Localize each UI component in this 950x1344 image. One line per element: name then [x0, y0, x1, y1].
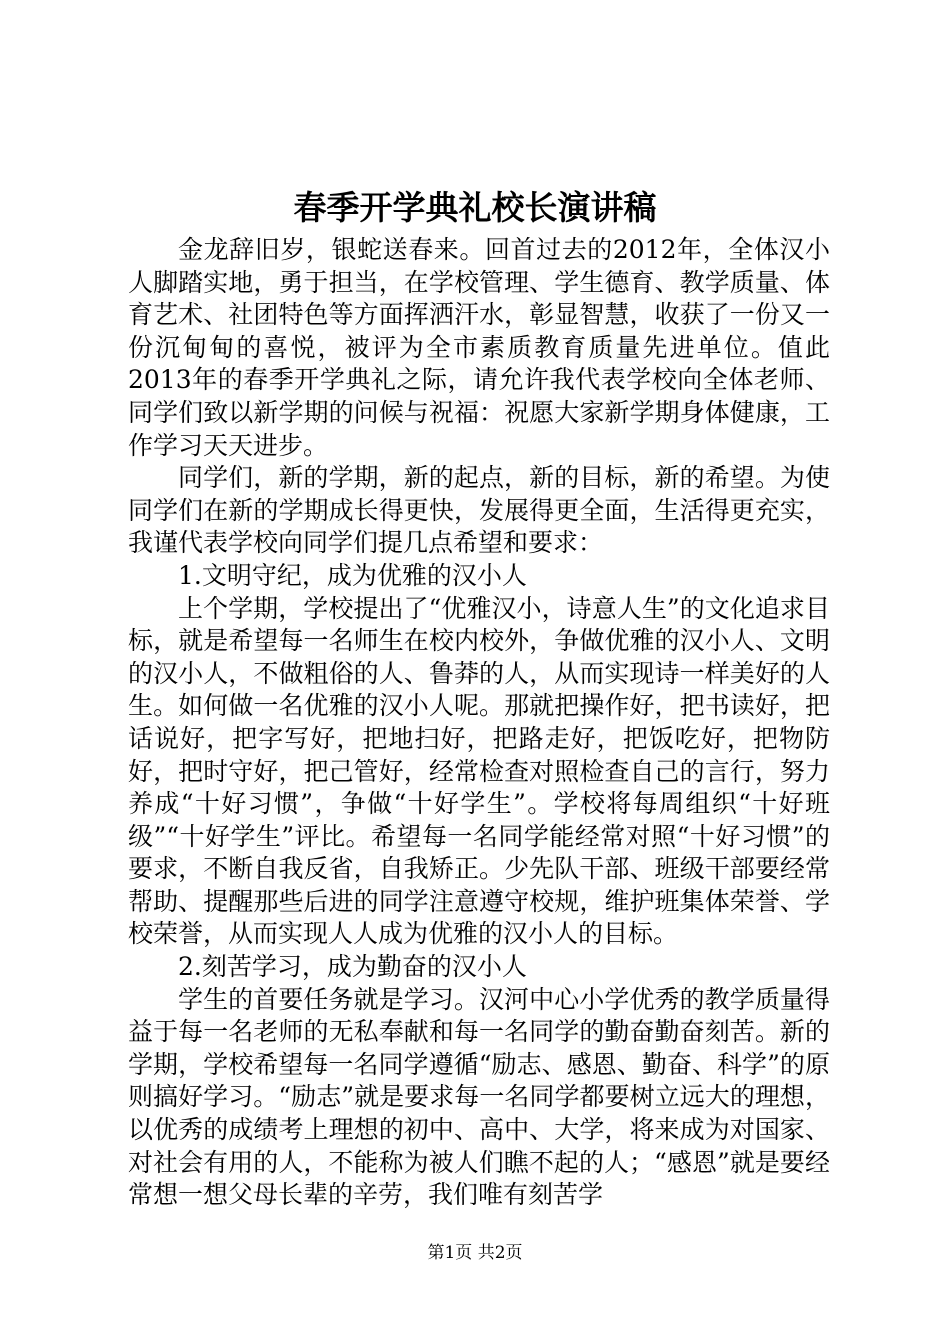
- paragraph-expectations: 同学们，新的学期，新的起点，新的目标，新的希望。为使同学们在新的学期成长得更快，发展得更全面，生活得更充实，我谨代表学校向同学们提几点希望和要求：: [128, 463, 830, 558]
- paragraph-intro: 金龙辞旧岁，银蛇送春来。回首过去的2012年，全体汉小人脚踏实地，勇于担当，在学校管理、学生德育、教学质量、体育艺术、社团特色等方面挥洒汗水，彰显智慧，收获了一份又一份沉甸甸的喜悦，被评为全市素质教育质量先进单位。值此2013年的春季开学典礼之际，请允许我代表学校向全体老师、同学们致以新学期的问候与祝福：祝愿大家新学期身体健康，工作学习天天进步。: [128, 235, 830, 460]
- document-title: 春季开学典礼校长演讲稿: [293, 188, 657, 227]
- paragraph-section-2: 学生的首要任务就是学习。汉河中心小学优秀的教学质量得益于每一名老师的无私奉献和每一名同学的勤奋勤奋刻苦。新的学期，学校希望每一名同学遵循“励志、感恩、勤奋、科学”的原则搞好学习。“励志”就是要求每一名同学都要树立远大的理想，以优秀的成绩考上理想的初中、高中、大学，将来成为对国家、对社会有用的人，不能称为被人们瞧不起的人；“感恩”就是要经常想一想父母长辈的辛劳，我们唯有刻苦学: [128, 984, 830, 1210]
- document-body: [128, 234, 830, 1212]
- page-footer: 第1页 共2页: [427, 1243, 523, 1263]
- section-heading-2: 2.刻苦学习，成为勤奋的汉小人: [178, 952, 527, 982]
- section-heading-1: 1.文明守纪，成为优雅的汉小人: [178, 560, 527, 590]
- paragraph-section-1: 上个学期，学校提出了“优雅汉小，诗意人生”的文化追求目标，就是希望每一名师生在校内校外，争做优雅的汉小人、文明的汉小人，不做粗俗的人、鲁莽的人，从而实现诗一样美好的人生。如何做一名优雅的汉小人呢。那就把操作好，把书读好，把话说好，把字写好，把地扫好，把路走好，把饭吃好，把物防好，把时守好，把己管好，经常检查对照检查自己的言行，努力养成“十好习惯”，争做“十好学生”。学校将每周组织“十好班级”“十好学生”评比。希望每一名同学能经常对照“十好习惯”的要求，不断自我反省，自我矫正。少先队干部、班级干部要经常帮助、提醒那些后进的同学注意遵守校规，维护班集体荣誉、学校荣誉，从而实现人人成为优雅的汉小人的目标。: [128, 593, 830, 949]
